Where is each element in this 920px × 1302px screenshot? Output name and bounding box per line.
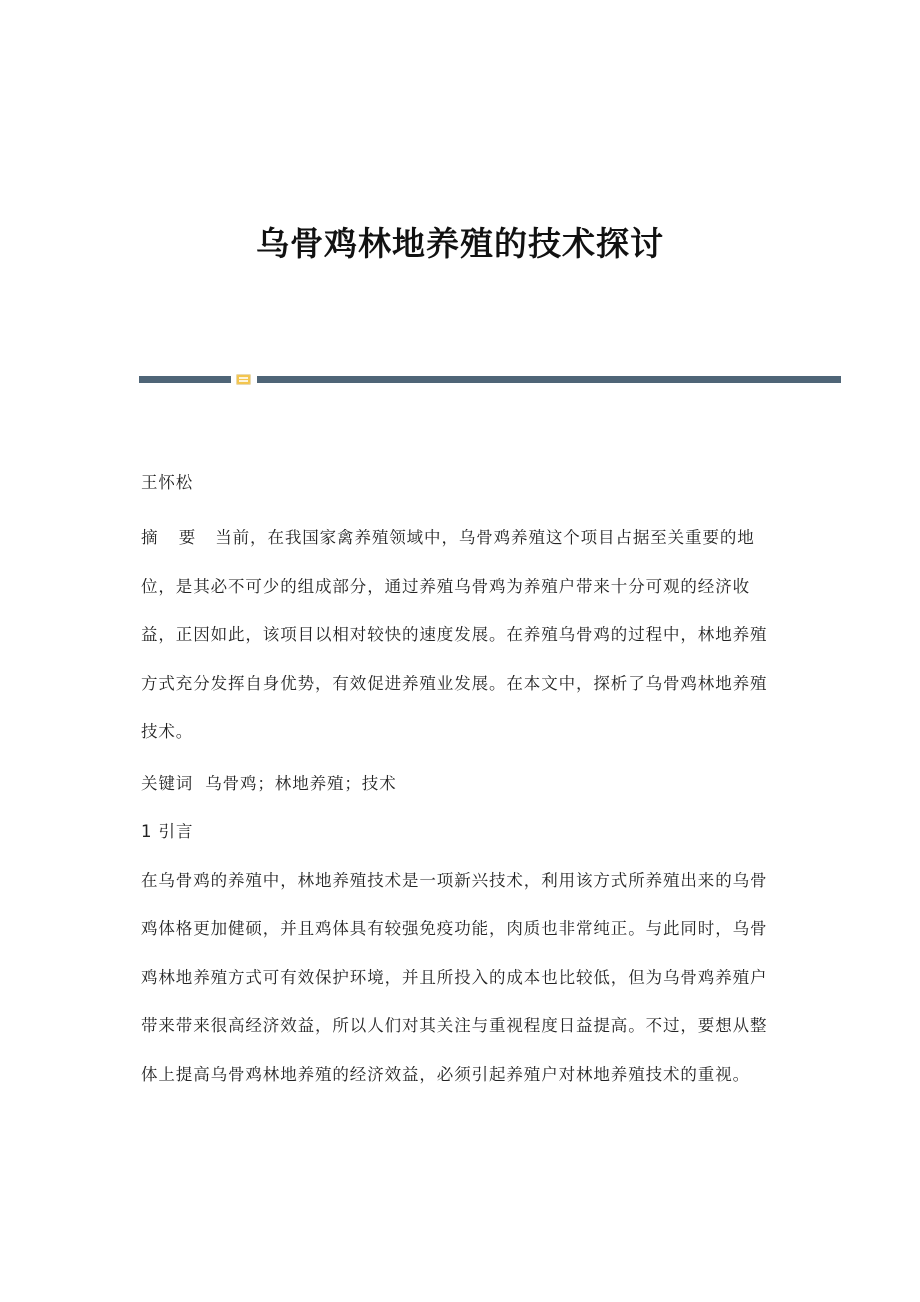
- document-body: [141, 468, 781, 1117]
- divider-bar-left: [139, 376, 231, 383]
- abstract-label: 摘 要: [141, 528, 204, 547]
- note-badge-icon: [236, 374, 251, 385]
- author-name: 王怀松: [141, 473, 194, 492]
- section-body-text: 在乌骨鸡的养殖中，林地养殖技术是一项新兴技术，利用该方式所养殖出来的乌骨鸡体格更加健硕，并且鸡体具有较强免疫功能，肉质也非常纯正。与此同时，乌骨鸡林地养殖方式可有效保护环境，并且所投入的成本也比较低，但为乌骨鸡养殖户带来带来很高经济效益，所以人们对其关注与重视程度日益提高。不过，要想从整体上提高乌骨鸡林地养殖的经济效益，必须引起养殖户对林地养殖技术的重视。: [141, 870, 768, 1084]
- title-divider: [139, 374, 841, 384]
- document-title: 乌骨鸡林地养殖的技术探讨: [256, 224, 664, 263]
- keywords-label: 关键词: [141, 773, 194, 793]
- keywords-paragraph: [141, 769, 781, 799]
- abstract-paragraph: [141, 514, 781, 757]
- keywords-text: 乌骨鸡；林地养殖；技术: [205, 773, 397, 793]
- divider-bar-right: [257, 376, 841, 383]
- abstract-text: 当前，在我国家禽养殖领域中，乌骨鸡养殖这个项目占据至关重要的地位，是其必不可少的组成部分，通过养殖乌骨鸡为养殖户带来十分可观的经济收益，正因如此，该项目以相对较快的速度发展。在养殖乌骨鸡的过程中，林地养殖方式充分发挥自身优势，有效促进养殖业发展。在本文中，探析了乌骨鸡林地养殖技术。: [141, 528, 768, 741]
- section-heading: 1 引言: [141, 821, 194, 841]
